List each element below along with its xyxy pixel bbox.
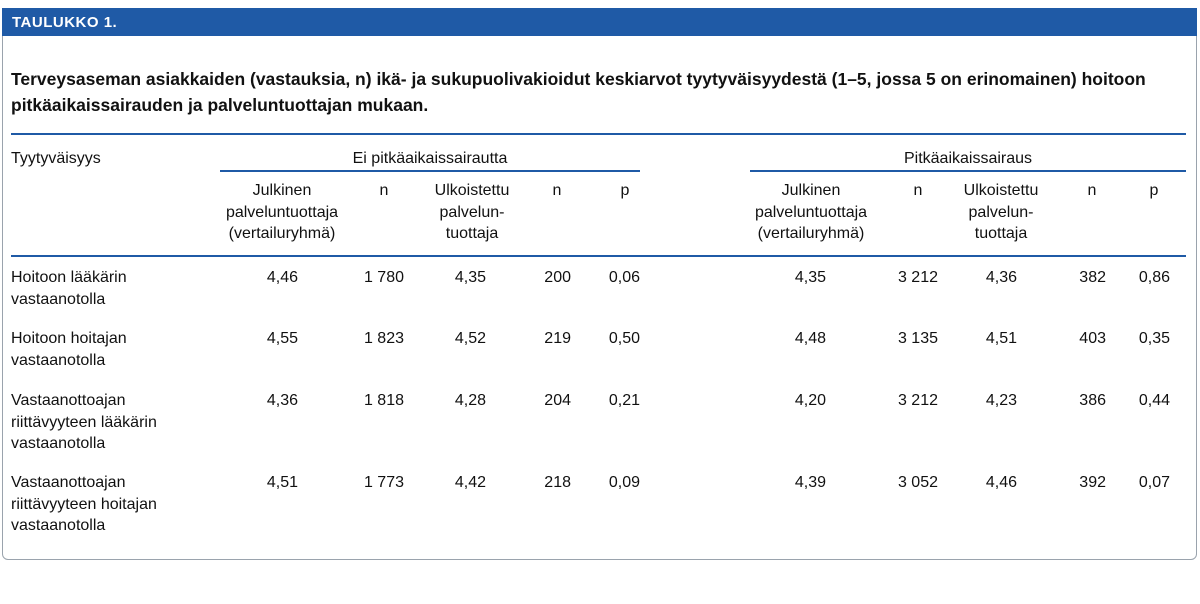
table-cell: 382 <box>1079 269 1106 286</box>
table-cell: 4,55 <box>266 330 298 347</box>
table-cell: 4,28 <box>454 392 486 409</box>
table-cell: 4,46 <box>985 474 1017 491</box>
row-label: vastaanotolla <box>11 517 106 534</box>
table-cell: 4,23 <box>985 392 1017 409</box>
column-header-outsourced: tuottaja <box>974 225 1028 242</box>
column-header-outsourced: tuottaja <box>445 225 499 242</box>
table-cell: 0,06 <box>608 269 640 286</box>
table-cell: 4,36 <box>985 269 1017 286</box>
table-cell: 1 823 <box>363 330 404 347</box>
column-header-n: n <box>913 182 923 199</box>
table-cell: 4,36 <box>266 392 298 409</box>
table-cell: 1 773 <box>363 474 404 491</box>
table-cell: 4,35 <box>794 269 826 286</box>
table-cell: 4,35 <box>454 269 486 286</box>
table-cell: 0,50 <box>608 330 640 347</box>
table-cell: 4,52 <box>454 330 486 347</box>
table-cell: 219 <box>544 330 571 347</box>
table-cell: 4,20 <box>794 392 826 409</box>
table-cell: 386 <box>1079 392 1106 409</box>
column-header-n: n <box>379 182 389 199</box>
row-label: vastaanotolla <box>11 351 106 369</box>
column-header-p: p <box>620 182 630 199</box>
row-label: Vastaanottoajan <box>11 392 126 409</box>
table-cell: 0,09 <box>608 474 640 491</box>
table-cell: 204 <box>544 392 571 409</box>
column-header-public: (vertailuryhmä) <box>228 225 336 242</box>
column-header-outsourced: palvelun- <box>968 203 1034 221</box>
row-label: Vastaanottoajan <box>11 474 126 491</box>
table-cell: 392 <box>1079 474 1106 491</box>
column-header-n: n <box>552 182 562 199</box>
table-cell: 200 <box>544 269 571 286</box>
column-header-n: n <box>1087 182 1097 199</box>
group2-rule <box>750 170 1186 172</box>
top-rule <box>11 133 1186 135</box>
row-label: Hoitoon lääkärin <box>11 269 127 286</box>
table-label-bar <box>2 8 1197 36</box>
table-cell: 1 780 <box>363 269 404 286</box>
table-cell: 4,48 <box>794 330 826 347</box>
table-cell: 3 212 <box>897 269 938 286</box>
table-cell: 3 052 <box>897 474 938 491</box>
column-header-public: palveluntuottaja <box>754 203 868 221</box>
table-cell: 4,46 <box>266 269 298 286</box>
table-label: TAULUKKO 1. <box>12 14 118 31</box>
group1-header: Ei pitkäaikaissairautta <box>352 150 508 167</box>
table-cell: 0,07 <box>1138 474 1170 491</box>
group1-rule <box>220 170 640 172</box>
table-cell: 1 818 <box>363 392 404 409</box>
table-caption: Terveysaseman asiakkaiden (vastauksia, n) ikä- ja sukupuolivakioidut keskiarvot tyytyväisyydestä (1–5, jossa 5 on erinomainen) hoitoon pitkäaikaissairauden ja palveluntuottajan mukaan. <box>11 69 1146 115</box>
column-header-outsourced: palvelun- <box>439 203 505 221</box>
row-label: Hoitoon hoitajan <box>11 330 127 347</box>
row-label-header: Tyytyväisyys <box>11 150 101 167</box>
column-header-public: (vertailuryhmä) <box>757 225 865 242</box>
group2-header: Pitkäaikaissairaus <box>903 150 1033 167</box>
table-cell: 0,44 <box>1138 392 1170 409</box>
column-header-public: Julkinen <box>252 182 312 199</box>
column-header-p: p <box>1149 182 1159 199</box>
table-cell: 403 <box>1079 330 1106 347</box>
table-cell: 0,35 <box>1138 330 1170 347</box>
header-bottom-rule <box>11 255 1186 257</box>
row-label: riittävyyteen lääkärin <box>11 413 157 431</box>
table-cell: 218 <box>544 474 571 491</box>
table-cell: 3 212 <box>897 392 938 409</box>
table-cell: 4,51 <box>266 474 298 491</box>
table-cell: 4,39 <box>794 474 826 491</box>
row-label: vastaanotolla <box>11 435 106 452</box>
column-header-public: palveluntuottaja <box>225 203 339 221</box>
row-label: vastaanotolla <box>11 290 106 308</box>
row-label: riittävyyteen hoitajan <box>11 495 157 513</box>
column-header-public: Julkinen <box>781 182 841 199</box>
table-cell: 0,21 <box>608 392 640 409</box>
column-header-outsourced: Ulkoistettu <box>963 182 1039 199</box>
table-cell: 0,86 <box>1138 269 1170 286</box>
column-header-outsourced: Ulkoistettu <box>434 182 510 199</box>
table-cell: 4,42 <box>454 474 486 491</box>
table-cell: 3 135 <box>897 330 938 347</box>
table-cell: 4,51 <box>985 330 1017 347</box>
